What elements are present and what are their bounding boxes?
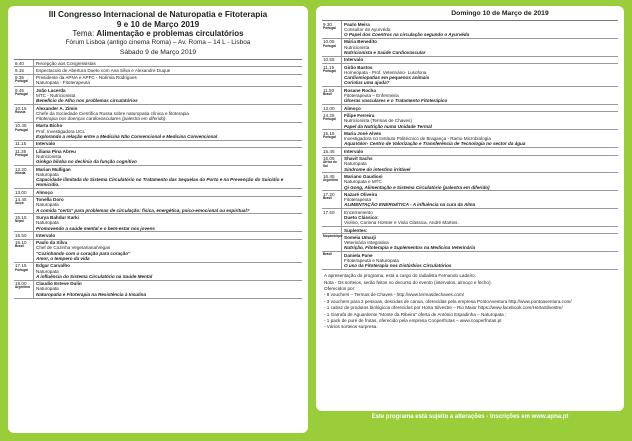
schedule-row — [14, 141, 302, 148]
schedule-row — [14, 67, 302, 74]
time-cell — [322, 105, 342, 111]
theme-label: Tema: — [72, 29, 95, 38]
session-content — [342, 105, 618, 111]
note-line: Nota - Os sorteios, serão feitos no decurso do evento (intervalos, almoço e fecho). — [324, 279, 492, 285]
speaker-country: Portugal — [15, 267, 28, 272]
schedule-row — [322, 39, 618, 57]
schedule-row — [322, 64, 618, 87]
session-line: Tonella Doro — [36, 197, 64, 203]
note-line: - Vários sorteios surpresa. — [324, 324, 378, 330]
session-time: 10.45 — [15, 123, 27, 129]
theme-text: Alimentação e problemas circulatórios — [96, 29, 244, 38]
session-line: Investigadora no Instituto Politécnico de Bragança - Ramo Microbiologia — [344, 136, 491, 142]
session-line: Recepção aos Congressistas — [36, 60, 96, 66]
session-line: Nutricionista (Termas de Chaves) — [344, 118, 412, 124]
session-time: 18.00 — [15, 281, 27, 287]
session-line: Violino, Corinna Horster e Viola Clássica, André Martins. — [344, 220, 459, 226]
session-line: Naturopata — [344, 161, 367, 167]
session-content — [342, 21, 618, 38]
session-line: Naturopatia e Fitoterapia na Resistência à Insulina — [36, 291, 147, 297]
speaker-country: Moçambique — [323, 233, 343, 238]
time-cell — [322, 209, 342, 226]
session-line: Qi Gong, Alimentação e Sistema Circulatório (palestra em diferido) — [344, 184, 490, 190]
session-line: Nazaré Oliveira — [344, 191, 378, 197]
session-time: 9.30 — [323, 21, 332, 27]
time-cell — [322, 227, 342, 233]
session-line: Fitoterapeuta e Naturopata — [344, 258, 399, 264]
session-content — [34, 123, 302, 140]
session-line: Rosane Rocha — [344, 87, 376, 93]
time-cell — [14, 263, 34, 280]
speaker-country: Portugal — [15, 127, 28, 132]
time-cell — [14, 123, 34, 140]
session-content — [342, 209, 618, 226]
speaker-country: Irlanda — [15, 170, 26, 175]
schedule-row — [14, 123, 302, 141]
session-time: 14.45 — [15, 197, 27, 203]
session-line: Naturopata — [36, 286, 59, 292]
session-time: 9.45 — [15, 87, 24, 93]
speaker-country: Brasil — [323, 196, 332, 201]
schedule-row — [14, 105, 302, 123]
schedule-row — [322, 191, 618, 209]
time-cell — [14, 197, 34, 214]
session-content — [342, 252, 618, 269]
session-line: Cardiomiopatias em pequenos animais — [344, 75, 430, 81]
session-content — [34, 281, 302, 298]
session-line: Naturopata — [36, 220, 59, 226]
time-cell — [14, 189, 34, 195]
session-line: Mariano Gaudiosi — [344, 173, 383, 179]
time-cell — [322, 130, 342, 147]
note-line: - 3 vouchers para 2 pessoas, descidas de canoa, oferecidas pela empresa PontoAventura http://www.pontoaventura.com/ — [324, 298, 572, 304]
schedule-row — [14, 281, 302, 299]
session-line: Marian Mulligan — [36, 166, 71, 172]
session-line: Daniela Pane — [344, 252, 373, 258]
session-line: A comida "certa" para problemas de circulação: física, energética, psico-emocional ou espiritual? — [36, 207, 250, 213]
schedule-row — [14, 60, 302, 67]
session-line: Chefe da Sociedade Científica Russa sobre naturopatia clínica e fitoterapia — [36, 110, 189, 116]
schedule-row — [322, 112, 618, 130]
session-content — [342, 130, 618, 147]
time-cell — [322, 21, 342, 38]
session-content — [34, 148, 302, 165]
time-cell — [14, 67, 34, 73]
session-content — [34, 75, 302, 87]
session-time: 11.35 — [15, 148, 27, 154]
session-line: Alexander A. Zimin — [36, 105, 78, 111]
session-time: 12.20 — [15, 166, 27, 172]
day1-schedule — [14, 59, 302, 299]
session-line: "Cozinhando com o coração para coração" — [36, 250, 131, 256]
session-time: 17.15 — [15, 263, 27, 269]
session-time: 16.10 — [15, 240, 27, 246]
session-content — [34, 189, 302, 195]
schedule-row — [322, 156, 618, 174]
session-line: Dueto Clássico: — [344, 215, 379, 220]
schedule-row — [322, 173, 618, 191]
speaker-country: Argentina — [323, 178, 338, 183]
session-line: Mária Benedito — [344, 39, 377, 45]
session-time: 9.15 — [15, 67, 24, 73]
schedule-row — [322, 105, 618, 112]
session-line: João Lacerda — [36, 87, 66, 93]
session-time: 17.50 — [323, 209, 335, 215]
time-cell — [322, 252, 342, 269]
time-cell — [322, 191, 342, 208]
session-time: 15.15 — [15, 214, 27, 220]
session-time: 13.00 — [15, 189, 27, 195]
session-content — [34, 67, 302, 73]
session-content — [342, 64, 618, 86]
venue: Fórum Lisboa (antigo cinema Roma) – Av. Roma – 14 L - Lisboa — [65, 39, 251, 46]
note-line: Oferecidos por: — [324, 285, 356, 291]
schedule-row — [322, 209, 618, 227]
session-line: Girão Bastos — [344, 64, 373, 70]
speaker-country: Portugal — [15, 91, 28, 96]
speaker-country: Portugal — [15, 152, 28, 157]
session-line: Presidente da APNA e APFC - Noémia Rodrigues — [36, 75, 137, 81]
time-cell — [322, 173, 342, 190]
session-time: 15.50 — [15, 232, 27, 238]
time-cell — [322, 64, 342, 86]
session-line: Maria José Alves — [344, 130, 382, 136]
session-time: 16.45 — [323, 173, 335, 179]
session-line: Paulo da Silva — [36, 240, 68, 246]
congress-title: III Congresso Internacional de Naturopatia e Fitoterapia — [48, 9, 268, 19]
schedule-row — [14, 87, 302, 105]
time-cell — [322, 57, 342, 63]
session-time: 11.15 — [15, 141, 27, 147]
schedule-row — [14, 263, 302, 281]
session-line: Capacidade ilimitada do Sistema Circulatório no Tratamento das Sequelas do Porto e na Prevenção do Suicídio e Homicídio. — [36, 177, 284, 188]
note-line: - 1 Garrafa de Aguardente "Monte da Ribeira" oferta de António Espadinha – Naturopata ; — [324, 311, 507, 317]
session-content — [342, 227, 618, 233]
session-line: Intervalo — [36, 141, 56, 147]
theme-line — [8, 29, 308, 38]
schedule-row — [14, 214, 302, 232]
speaker-country: Portugal — [323, 135, 336, 140]
session-time: 14.25 — [323, 112, 335, 118]
session-line: Filipe Ferreira — [344, 112, 375, 118]
speaker-country: Brasil — [323, 251, 332, 256]
footer-note: Este programa está sujeito a alterações - Inscrições em www.apna.pt — [371, 414, 569, 420]
session-line: Almoço — [36, 189, 53, 195]
time-cell — [14, 148, 34, 165]
session-line: Claudio Esteve Dulin — [36, 281, 82, 287]
schedule-row — [322, 252, 618, 270]
session-time: 10.05 — [323, 39, 335, 45]
session-line: Sindrome do intestino irritável — [344, 166, 411, 172]
speaker-country: Portugal — [323, 117, 336, 122]
session-line: Nutricionista — [36, 153, 62, 159]
session-line: Surya Bahdur Karki — [36, 214, 79, 220]
schedule-row — [322, 21, 618, 39]
session-content — [34, 141, 302, 147]
schedule-row — [14, 148, 302, 166]
time-cell — [14, 141, 34, 147]
session-line: Prof. Investigadora UCL — [36, 128, 86, 134]
day1-title: Sábado 9 de Março 2019 — [119, 49, 197, 56]
session-line: Naturopata — [36, 268, 59, 274]
session-time: 16.05 — [323, 156, 335, 162]
session-time: 9.35 — [15, 75, 24, 81]
session-content — [342, 57, 618, 63]
session-time: 8.40 — [15, 60, 24, 66]
session-content — [342, 173, 618, 190]
session-line: Marta Bicho — [36, 123, 63, 129]
session-line: Suplentes: — [344, 227, 368, 233]
time-cell — [14, 240, 34, 262]
session-line: Coriolus uma ajuda? — [344, 80, 390, 86]
session-line: Fitoterapia nos doenças cardiovasculares (palestra em diferido) — [36, 116, 166, 122]
session-line: Explorando a relação entre a Medicina Não Convencional e Medicina Convencional — [36, 134, 218, 140]
session-content — [34, 166, 302, 188]
session-line: Intervalo — [344, 57, 364, 63]
time-cell — [322, 87, 342, 104]
schedule-row — [14, 189, 302, 196]
session-line: Naturopata — [36, 171, 59, 177]
schedule-row — [14, 166, 302, 189]
time-cell — [14, 232, 34, 238]
schedule-row — [14, 232, 302, 239]
speaker-country: África do Sul — [323, 160, 337, 168]
session-content — [342, 112, 618, 129]
session-content — [342, 191, 618, 208]
note-line: - 1 cabaz de produtos biológicos oferecidos por Horta Silvestre – Rio Maior https://www.facebook.com/HortaSilvestre/ — [324, 305, 563, 311]
session-line: Naturopata - Fitoterapeuta — [36, 80, 90, 86]
session-line: ALIMENTAÇÃO ENERGÉTICA - A influência na cura da Alma — [344, 202, 476, 208]
session-content — [34, 197, 302, 214]
session-line: Úlceras vasculares e o Tratamento Fitoterápico — [344, 98, 448, 104]
session-line: MTC - Nutricionista — [36, 92, 76, 98]
schedule-row — [322, 234, 618, 252]
schedule-row — [322, 148, 618, 155]
note-line: A apresentação do programa, está a cargo do radialista Fernando Ladeiro. — [324, 273, 476, 279]
notes — [324, 273, 616, 331]
session-line: Naturopata e MTC — [344, 179, 382, 185]
time-cell — [322, 156, 342, 173]
time-cell — [322, 234, 342, 251]
schedule-row — [14, 197, 302, 215]
speaker-country: Nepal — [15, 219, 24, 224]
session-content — [34, 214, 302, 231]
session-line: Intervalo — [344, 148, 364, 154]
session-line: Veterinária Integrativa — [344, 240, 389, 246]
session-line: Paulo Meira — [344, 21, 370, 27]
session-line: Nutricionista — [344, 44, 370, 50]
header — [8, 9, 308, 46]
session-time: 11.15 — [323, 64, 335, 70]
schedule-row — [322, 87, 618, 105]
time-cell — [322, 112, 342, 129]
session-content — [34, 60, 302, 66]
congress-dates: 9 e 10 de Março 2019 — [116, 19, 200, 29]
speaker-country: Portugal — [323, 68, 336, 73]
time-cell — [14, 105, 34, 122]
session-content — [34, 263, 302, 280]
schedule-row — [322, 227, 618, 234]
speaker-country: Portugal — [15, 79, 28, 84]
session-time: 10.55 — [323, 57, 335, 63]
session-content — [342, 39, 618, 56]
time-cell — [322, 39, 342, 56]
session-content — [34, 105, 302, 122]
session-content — [34, 87, 302, 104]
session-content — [34, 240, 302, 262]
time-cell — [14, 214, 34, 231]
schedule-row — [14, 75, 302, 88]
session-line: Papel da Nutrição numa Unidade Termal — [344, 123, 432, 129]
session-line: Homeopata - Prof. Veterinário- Lusofona — [344, 69, 427, 75]
session-time: 10.15 — [15, 105, 27, 111]
speaker-country: Brasil — [15, 244, 24, 249]
session-line: Fitoterapeuta — [344, 197, 372, 203]
speaker-country: Portugal — [323, 25, 336, 30]
day2-schedule — [322, 20, 618, 270]
session-line: Benefício do Alho nos problemas circulatórios — [36, 98, 138, 104]
session-line: Espectaculo de Abertura Dueto com Ana Silva e Alexandre Duque — [36, 67, 171, 73]
session-line: Almoço — [344, 105, 361, 111]
session-line: Liliana Pina Abreu — [36, 148, 76, 154]
session-content — [342, 156, 618, 173]
session-content — [342, 234, 618, 251]
session-time: 11.50 — [323, 87, 335, 93]
session-line: O uso da Fitoterapia nos Distúrbios Circulatórios — [344, 263, 452, 269]
session-line: Amor, o tempero da vida — [36, 256, 90, 261]
schedule-row — [14, 240, 302, 263]
session-line: A influência do Sistema Circulatório na Saúde Mental — [36, 273, 153, 279]
speaker-country: Argentina — [15, 285, 30, 290]
session-line: Shavit Sachs — [344, 156, 373, 162]
session-content — [34, 232, 302, 238]
session-time: 17.20 — [323, 191, 335, 197]
note-line: - 1 pack de puré de frutas, oferecido pela empresa Cooperfrutas – www.cooperfrutas.pt — [324, 318, 502, 324]
time-cell — [14, 166, 34, 188]
session-line: Promovendo a saúde mental e o bem-estar nos jovens — [36, 225, 155, 231]
speaker-country: Suíça — [15, 201, 24, 206]
session-line: Nutrição, Fitoterapia e Suplementos na Medicina Veterinária — [344, 245, 476, 251]
session-line: Someia Umarji — [344, 234, 376, 240]
time-cell — [14, 60, 34, 66]
session-line: Ginkgo biloba no declínio da função cognitivo — [36, 159, 137, 165]
schedule-row — [322, 57, 618, 64]
speaker-country: Rússia — [15, 109, 26, 114]
session-content — [342, 148, 618, 154]
note-line: - 8 vouchers – Termas de Chaves - http://www.termasdechaves.com/ — [324, 292, 465, 298]
day2-title: Domingo 10 de Março de 2019 — [451, 10, 549, 17]
time-cell — [322, 148, 342, 154]
session-line: Nutricionista e Saúde Cardiovascular — [344, 49, 426, 55]
session-line: Naturopata — [36, 202, 59, 208]
time-cell — [14, 281, 34, 298]
session-line: Encerramento — [344, 209, 373, 215]
session-content — [342, 87, 618, 104]
time-cell — [14, 75, 34, 87]
right-panel — [316, 6, 624, 411]
session-line: Chef de Cozinha Vegetariana/Vegan — [36, 245, 111, 251]
session-line: O Papel dos Coentros na circulação segundo o Ayurvéda — [344, 32, 470, 38]
session-line: AquaValor- Centro de Valorização e Transferência de Tecnologia no sector da água — [344, 141, 526, 147]
session-line: Edgar Carvalho — [36, 263, 70, 269]
session-line: Consultor de Ayurvéda — [344, 26, 391, 32]
time-cell — [14, 87, 34, 104]
session-time: 13.00 — [323, 105, 335, 111]
speaker-country: Portugal — [323, 43, 336, 48]
session-line: Intervalo — [36, 232, 56, 238]
speaker-country: Brasil — [323, 92, 332, 97]
left-panel — [8, 6, 308, 433]
schedule-row — [322, 130, 618, 148]
session-line: Fitoterapeuta – Enfermeira — [344, 93, 399, 99]
session-time: 15.45 — [323, 148, 335, 154]
session-time: 15.15 — [323, 130, 335, 136]
